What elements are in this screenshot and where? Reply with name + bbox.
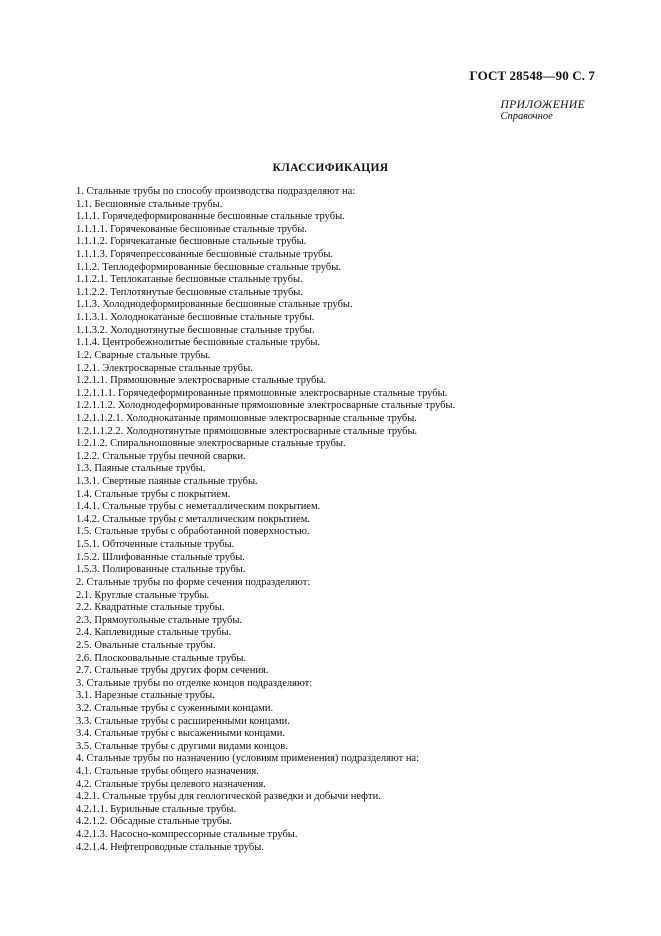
classification-item: 1.5. Стальные трубы с обработанной поверхностью.	[76, 526, 310, 538]
classification-item: 1.2.1. Электросварные стальные трубы.	[76, 362, 253, 374]
classification-item: 1.1.2.2. Теплотянутые бесшовные стальные трубы.	[76, 286, 303, 298]
classification-item: 1. Стальные трубы по способу производства подразделяют на:	[76, 186, 356, 197]
classification-item: 1.1. Бесшовные стальные трубы.	[76, 198, 223, 210]
classification-item: 1.1.4. Центробежнолитые бесшовные стальные трубы.	[76, 337, 321, 349]
classification-item: 2.2. Квадратные стальные трубы.	[76, 602, 225, 614]
classification-item: 2.4. Каплевидные стальные трубы.	[76, 627, 232, 639]
classification-list	[76, 186, 636, 854]
classification-item: 2.6. Плоскоовальные стальные трубы.	[76, 652, 247, 664]
classification-item: 1.1.1.1. Горячекованые бесшовные стальные трубы.	[76, 223, 307, 235]
classification-item: 4.2.1.3. Насосно-компрессорные стальные трубы.	[76, 829, 298, 841]
classification-item: 1.3. Паяные стальные трубы.	[76, 463, 206, 475]
classification-item: 1.1.3.1. Холоднокатаные бесшовные стальные трубы.	[76, 312, 315, 324]
classification-item: 1.1.1. Горячедеформированные бесшовные стальные трубы.	[76, 211, 345, 223]
appendix-type: Справочное	[500, 111, 553, 122]
classification-item: 2.1. Круглые стальные трубы.	[76, 589, 210, 601]
classification-item: 2.5. Овальные стальные трубы.	[76, 639, 216, 651]
classification-item: 1.5.1. Обточенные стальные трубы.	[76, 539, 235, 551]
classification-item: 1.2. Сварные стальные трубы.	[76, 349, 211, 361]
classification-item: 1.2.1.1.2.2. Холоднотянутые прямошовные электросварные стальные трубы.	[76, 425, 418, 437]
classification-item: 1.2.1.1.1. Горячедеформированные прямошовные электросварные стальные трубы.	[76, 387, 448, 399]
classification-item: 1.1.3. Холоднодеформированные бесшовные стальные трубы.	[76, 299, 353, 311]
classification-item: 4. Стальные трубы по назначению (условиям применения) подразделяют на:	[76, 753, 420, 765]
classification-item: 3.1. Нарезные стальные трубы.	[76, 690, 215, 702]
classification-item: 1.2.1.1.2.1. Холоднокатаные прямошовные электросварные стальные трубы.	[76, 412, 417, 424]
classification-item: 1.1.1.2. Горячекатаные бесшовные стальные трубы.	[76, 236, 307, 248]
classification-item: 1.4.2. Стальные трубы с металлическим покрытием.	[76, 513, 310, 525]
classification-item: 1.1.1.3. Горячепрессованные бесшовные стальные трубы.	[76, 249, 334, 261]
appendix-label-block	[501, 99, 585, 122]
classification-item: 1.1.2. Теплодеформированные бесшовные стальные трубы.	[76, 261, 341, 273]
classification-item: 1.2.1.2. Спиральношовные электросварные стальные трубы.	[76, 438, 346, 450]
classification-item: 3.3. Стальные трубы с расширенными концами.	[76, 715, 290, 727]
appendix-label: ПРИЛОЖЕНИЕ	[500, 99, 585, 111]
classification-item: 4.2.1.1. Бурильные стальные трубы.	[76, 803, 237, 815]
classification-item: 1.2.1.1.2. Холоднодеформированные прямошовные электросварные стальные трубы.	[76, 400, 456, 412]
classification-item: 1.5.2. Шлифованные стальные трубы.	[76, 551, 245, 563]
classification-item: 3. Стальные трубы по отделке концов подразделяют:	[76, 677, 313, 689]
classification-item: 2.7. Стальные трубы других форм сечения.	[76, 665, 269, 677]
classification-item: 4.2.1. Стальные трубы для геологической разведки и добычи нефти.	[76, 791, 381, 803]
classification-item: 2. Стальные трубы по форме сечения подразделяют:	[76, 576, 311, 588]
classification-item: 4.2.1.4. Нефтепроводные стальные трубы.	[76, 841, 264, 853]
classification-item: 4.2. Стальные трубы целевого назначения.	[76, 778, 266, 790]
section-title: КЛАССИФИКАЦИЯ	[272, 162, 389, 174]
classification-item: 1.4. Стальные трубы с покрытием.	[76, 488, 231, 500]
classification-item: 1.1.2.1. Теплокатаные бесшовные стальные трубы.	[76, 274, 303, 286]
classification-item: 3.2. Стальные трубы с суженными концами.	[76, 702, 274, 714]
classification-item: 2.3. Прямоугольные стальные трубы.	[76, 614, 243, 626]
classification-item: 1.5.3. Полированные стальные трубы.	[76, 564, 246, 576]
classification-item: 4.2.1.2. Обсадные стальные трубы.	[76, 816, 232, 828]
document-code: ГОСТ 28548—90 С. 7	[469, 68, 595, 83]
classification-item: 3.5. Стальные трубы с другими видами концов.	[76, 740, 288, 752]
classification-item: 1.2.2. Стальные трубы печной сварки.	[76, 450, 246, 462]
classification-item: 4.1. Стальные трубы общего назначения.	[76, 766, 259, 778]
classification-item: 1.1.3.2. Холоднотянутые бесшовные стальные трубы.	[76, 324, 315, 336]
classification-item: 1.3.1. Свертные паяные стальные трубы.	[76, 476, 258, 488]
classification-item: 3.4. Стальные трубы с высаженными концами.	[76, 728, 285, 740]
classification-item: 1.4.1. Стальные трубы с неметаллическим покрытием.	[76, 501, 321, 513]
classification-item: 1.2.1.1. Прямошовные электросварные стальные трубы.	[76, 375, 327, 387]
